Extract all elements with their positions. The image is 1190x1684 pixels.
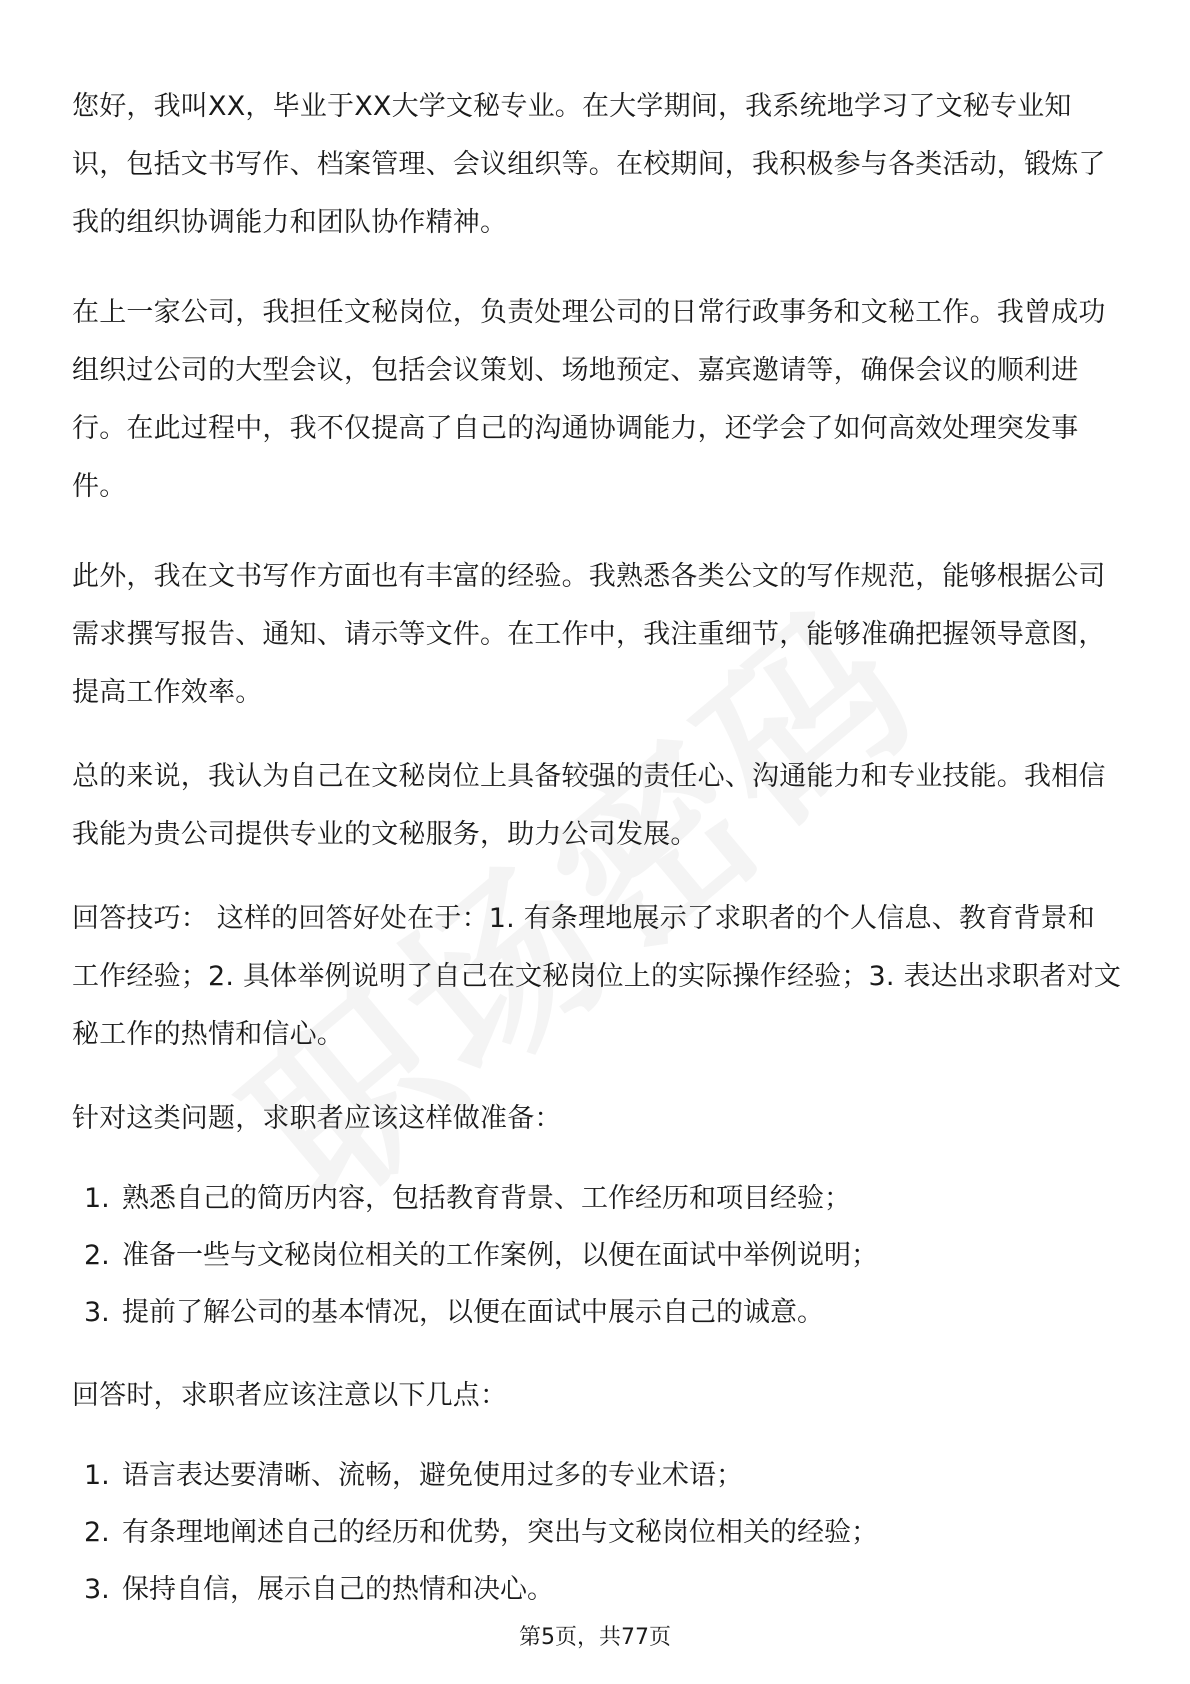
notes-list xyxy=(72,1447,1122,1618)
list-text: 语言表达要清晰、流畅，避免使用过多的专业术语； xyxy=(122,1460,743,1491)
list-number: 2. xyxy=(84,1240,110,1271)
paragraph-experience: 在上一家公司，我担任文秘岗位，负责处理公司的日常行政事务和文秘工作。我曾成功组织过公司的大型会议，包括会议策划、场地预定、嘉宾邀请等，确保会议的顺利进行。在此过程中，我不仅提高了自己的沟通协调能力，还学会了如何高效处理突发事件。 xyxy=(72,297,1106,502)
list-item xyxy=(72,1561,1122,1618)
list-number: 3. xyxy=(84,1574,110,1605)
list-text: 保持自信，展示自己的热情和决心。 xyxy=(122,1574,554,1605)
list-item xyxy=(72,1170,1122,1227)
list-text: 熟悉自己的简历内容，包括教育背景、工作经历和项目经验； xyxy=(122,1183,851,1214)
paragraph-writing: 此外，我在文书写作方面也有丰富的经验。我熟悉各类公文的写作规范，能够根据公司需求撰写报告、通知、请示等文件。在工作中，我注重细节，能够准确把握领导意图，提高工作效率。 xyxy=(72,561,1106,708)
prep-list xyxy=(72,1170,1122,1341)
list-item xyxy=(72,1447,1122,1504)
list-item xyxy=(72,1227,1122,1284)
list-number: 2. xyxy=(84,1517,110,1548)
paragraph-summary: 总的来说，我认为自己在文秘岗位上具备较强的责任心、沟通能力和专业技能。我相信我能为贵公司提供专业的文秘服务，助力公司发展。 xyxy=(72,761,1106,850)
prep-intro: 针对这类问题，求职者应该这样做准备： xyxy=(72,1103,562,1134)
list-item xyxy=(72,1284,1122,1341)
paragraph-intro: 您好，我叫XX，毕业于XX大学文秘专业。在大学期间，我系统地学习了文秘专业知识，包括文书写作、档案管理、会议组织等。在校期间，我积极参与各类活动，锻炼了我的组织协调能力和团队协作精神。 xyxy=(72,91,1106,238)
list-text: 准备一些与文秘岗位相关的工作案例，以便在面试中举例说明； xyxy=(122,1240,878,1271)
list-text: 提前了解公司的基本情况，以便在面试中展示自己的诚意。 xyxy=(122,1297,824,1328)
list-number: 1. xyxy=(84,1460,110,1491)
paragraph-tips: 回答技巧： 这样的回答好处在于：1. 有条理地展示了求职者的个人信息、教育背景和工作经验；2. 具体举例说明了自己在文秘岗位上的实际操作经验；3. 表达出求职者对文秘工作的热情和信心。 xyxy=(72,903,1122,1050)
notes-intro: 回答时，求职者应该注意以下几点： xyxy=(72,1380,508,1411)
list-text: 有条理地阐述自己的经历和优势，突出与文秘岗位相关的经验； xyxy=(122,1517,878,1548)
document-body xyxy=(72,78,1122,1618)
list-number: 3. xyxy=(84,1297,110,1328)
list-number: 1. xyxy=(84,1183,110,1214)
list-item xyxy=(72,1504,1122,1561)
page-number: 第5页，共77页 xyxy=(519,1625,671,1650)
